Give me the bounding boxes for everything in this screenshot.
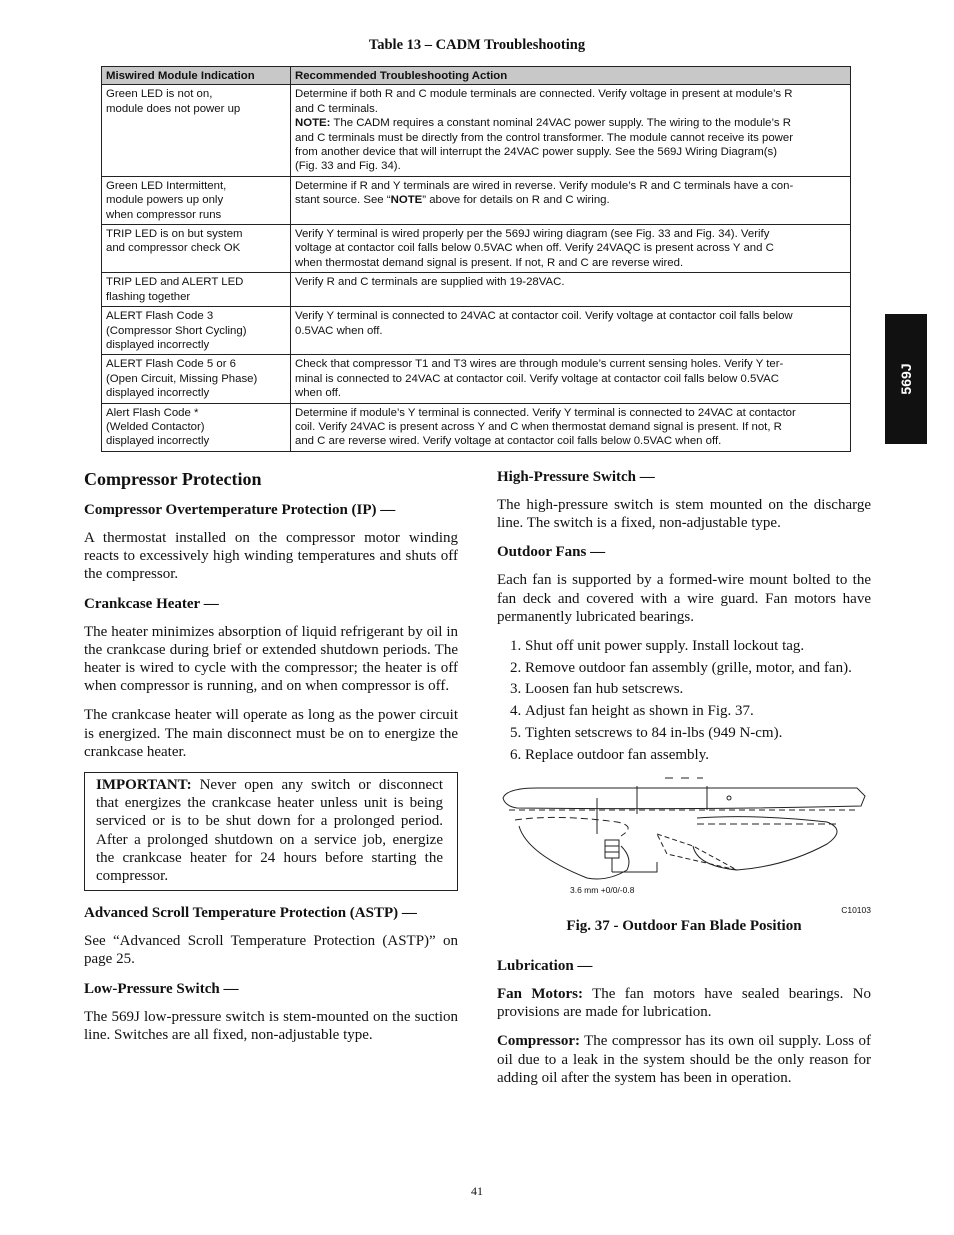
action-text: ” above for details on R and C wiring. [422, 194, 610, 207]
indication-cell [102, 225, 291, 273]
subheading-low-pressure-switch: Low-Pressure Switch — [84, 980, 239, 997]
table-row [102, 403, 851, 451]
paragraph-compressor [497, 1032, 871, 1087]
table-row [102, 225, 851, 273]
compressor-text: The compressor has its own oil supply. Loss of oil due to a leak in the system should be the only reason for adding oil after the system has been in operation. [497, 1033, 871, 1086]
action-line: and C are reverse wired. Verify voltage at contactor coil falls below 0.5VAC when off. [295, 435, 722, 448]
step-item: 2. Remove outdoor fan assembly (grille, motor, and fan). [525, 659, 871, 677]
indication-line: TRIP LED and ALERT LED [106, 276, 244, 289]
column-header-action: Recommended Troubleshooting Action [291, 67, 851, 85]
figure-caption: Fig. 37 - Outdoor Fan Blade Position [566, 917, 802, 934]
action-line: voltage at contactor coil falls below 0.5VAC when off. Verify 24VAQC is present across Y and C [295, 242, 774, 255]
indication-cell [102, 355, 291, 403]
side-tab [885, 314, 927, 444]
side-tab-label: 569J [898, 363, 914, 395]
figure-code: C10103 [841, 904, 871, 915]
figure-dimension-label: 3.6 mm +0/0/-0.8 [570, 884, 635, 895]
action-line: 0.5VAC when off. [295, 324, 383, 337]
subheading-astp: Advanced Scroll Temperature Protection (ASTP) — [84, 905, 417, 922]
subheading-lubrication: Lubrication — [497, 957, 593, 974]
fan-motors-text: The fan motors have sealed bearings. No provisions are made for lubrication. [497, 985, 871, 1021]
note-label: NOTE [390, 194, 423, 207]
action-cell [291, 273, 851, 307]
table-body [102, 85, 851, 451]
action-cell [291, 176, 851, 224]
action-cell [291, 85, 851, 176]
action-line [295, 193, 845, 207]
step-item: 3. Loosen fan hub setscrews. [525, 680, 871, 698]
paragraph-low-pressure-switch: The 569J low-pressure switch is stem-mounted on the suction line. Switches are all fixed, non-adjustable type. [84, 1008, 458, 1043]
action-cell [291, 307, 851, 355]
indication-line: displayed incorrectly [106, 387, 210, 400]
step-item: 6. Replace outdoor fan assembly. [525, 746, 871, 764]
subheading-outdoor-fans: Outdoor Fans — [497, 544, 606, 561]
important-text: Never open any switch or disconnect that energizes the crankcase heater unless unit is being serviced or is to be shut down for a prolonged period. After a prolonged shutdown on a service job, energize the crankcase heater for 24 hours before starting the compressor. [96, 777, 443, 885]
paragraph-crankcase-2: The crankcase heater will operate as long as the power circuit is energized. The main disconnect must be on to energize the crankcase heater. [84, 707, 458, 760]
action-line: from another device that will interrupt the 24VAC power supply. See the 569J Wiring Diagram(s) [295, 146, 777, 159]
indication-line: TRIP LED is on but system [106, 228, 243, 241]
indication-line: and compressor check OK [106, 242, 241, 255]
compressor-label: Compressor: [497, 1033, 581, 1050]
indication-cell [102, 85, 291, 176]
indication-line: (Compressor Short Cycling) [106, 324, 247, 337]
fan-adjust-steps [497, 637, 871, 764]
action-line: Determine if both R and C module terminals are connected. Verify voltage in present at module’s R [295, 88, 793, 101]
action-line: Verify Y terminal is wired properly per the 569J wiring diagram (see Fig. 33 and Fig. 34). Verify [295, 228, 770, 241]
page-number: 41 [471, 1184, 483, 1198]
indication-line: displayed incorrectly [106, 338, 210, 351]
action-line: Check that compressor T1 and T3 wires are through module’s current sensing holes. Verify Y ter- [295, 358, 784, 371]
table-row [102, 85, 851, 176]
step-item: 1. Shut off unit power supply. Install lockout tag. [525, 637, 871, 655]
note-label: NOTE: [295, 117, 331, 130]
action-line: Determine if module’s Y terminal is connected. Verify Y terminal is connected to 24VAC at contactor [295, 406, 796, 419]
action-cell [291, 355, 851, 403]
section-heading-compressor-protection: Compressor Protection [84, 469, 262, 489]
subheading-high-pressure-switch: High-Pressure Switch — [497, 469, 655, 485]
paragraph-fan-motors [497, 985, 871, 1021]
cadm-troubleshooting-table [101, 66, 851, 452]
table-row [102, 176, 851, 224]
action-line: and C terminals. [295, 102, 378, 115]
indication-line: Green LED Intermittent, [106, 179, 227, 192]
important-notice [84, 772, 458, 891]
action-cell [291, 225, 851, 273]
indication-line: Green LED is not on, [106, 88, 213, 101]
subheading-ip: Compressor Overtemperature Protection (IP) — [84, 502, 396, 518]
action-line: when thermostat demand signal is present. If not, R and C are reverse wired. [295, 256, 684, 269]
step-item: 4. Adjust fan height as shown in Fig. 37. [525, 702, 871, 720]
indication-cell [102, 307, 291, 355]
paragraph-crankcase-1: The heater minimizes absorption of liquid refrigerant by oil in the crankcase during brief or extended shutdown periods. The heater is wired to cycle with the compressor; the heater is off when compressor is running, and on when compressor is off. [84, 623, 458, 695]
action-text: The CADM requires a constant nominal 24VAC power supply. The wiring to the module’s R [330, 117, 791, 130]
subheading-crankcase-heater: Crankcase Heater — [84, 595, 219, 612]
paragraph-outdoor-fans: Each fan is supported by a formed-wire mount bolted to the fan deck and covered with a wire guard. Fan motors have permanently lubricated bearings. [497, 572, 871, 625]
action-line: and C terminals must be directly from the control transformer. The module cannot receive its power [295, 131, 794, 144]
fan-motors-label: Fan Motors: [497, 985, 583, 1002]
action-cell [291, 403, 851, 451]
indication-cell [102, 273, 291, 307]
left-column [84, 468, 458, 1055]
table-row [102, 273, 851, 307]
action-line: (Fig. 33 and Fig. 34). [295, 160, 401, 173]
fan-blade-drawing [497, 774, 871, 899]
action-line: Verify Y terminal is connected to 24VAC at contactor coil. Verify voltage at contactor coil falls below [295, 310, 793, 323]
indication-line: (Welded Contactor) [106, 420, 205, 433]
action-line: when off. [295, 387, 342, 400]
paragraph-astp: See “Advanced Scroll Temperature Protection (ASTP)” on page 25. [84, 933, 458, 968]
action-line: Determine if R and Y terminals are wired in reverse. Verify module’s R and C terminals have a con- [295, 179, 794, 192]
table-header-row [102, 67, 851, 85]
action-line: minal is connected to 24VAC at contactor coil. Verify voltage at contactor coil falls below 0.5VAC [295, 372, 779, 385]
indication-line: (Open Circuit, Missing Phase) [106, 372, 258, 385]
paragraph-ip: A thermostat installed on the compressor motor winding reacts to excessively high winding temperatures and shuts off the compressor. [84, 530, 458, 583]
table-title: Table 13 – CADM Troubleshooting [368, 37, 586, 53]
step-item: 5. Tighten setscrews to 84 in-lbs (949 N-cm). [525, 724, 871, 742]
action-text: stant source. See “ [295, 194, 391, 207]
paragraph-high-pressure-switch: The high-pressure switch is stem mounted on the discharge line. The switch is a fixed, non-adjustable type. [497, 497, 871, 532]
important-label: IMPORTANT: [96, 777, 192, 794]
indication-cell [102, 403, 291, 451]
indication-line: when compressor runs [106, 208, 222, 221]
table-row [102, 307, 851, 355]
indication-line: Alert Flash Code * [106, 406, 199, 419]
action-line: coil. Verify 24VAC is present across Y and C when thermostat demand signal is present. If not, R [295, 420, 782, 433]
indication-line: ALERT Flash Code 3 [106, 310, 214, 323]
right-column [497, 468, 871, 1098]
indication-line: flashing together [106, 290, 191, 303]
column-header-indication: Miswired Module Indication [102, 67, 291, 85]
fan-blade-figure [497, 774, 871, 915]
indication-line: ALERT Flash Code 5 or 6 [106, 358, 237, 371]
table-row [102, 355, 851, 403]
indication-line: module does not power up [106, 102, 241, 115]
indication-cell [102, 176, 291, 224]
action-line [295, 116, 845, 130]
indication-line: module powers up only [106, 194, 224, 207]
indication-line: displayed incorrectly [106, 435, 210, 448]
action-line: Verify R and C terminals are supplied with 19-28VAC. [295, 276, 565, 289]
